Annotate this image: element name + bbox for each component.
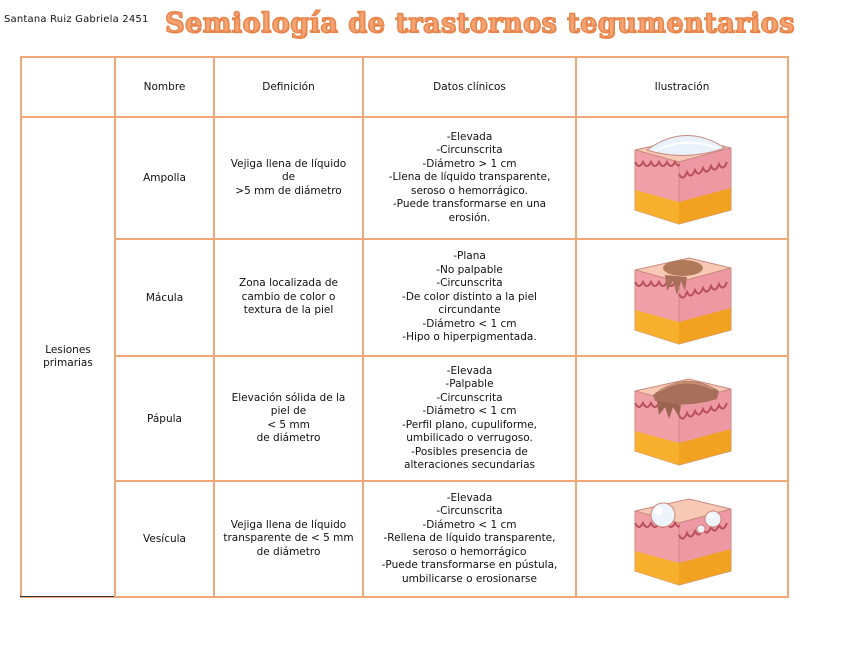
clinical-line: -De color distinto a la piel xyxy=(402,290,537,303)
definition-cell xyxy=(214,239,363,356)
clinical-cell xyxy=(363,356,576,481)
clinical-line: -Elevada xyxy=(446,130,493,143)
blister-skin-icon xyxy=(627,128,737,228)
clinical-line: -Elevada xyxy=(446,491,493,504)
definition-line: >5 mm de diámetro xyxy=(235,184,342,197)
header-nombre: Nombre xyxy=(115,57,214,117)
clinical-line: -Circunscrita xyxy=(436,144,503,157)
definition-line: textura de la piel xyxy=(243,304,334,317)
definition-line: < 5 mm xyxy=(267,418,310,431)
clinical-line: alteraciones secundarias xyxy=(404,459,535,471)
clinical-line: -Hipo o hiperpigmentada. xyxy=(402,331,537,344)
clinical-line: -Plana xyxy=(453,250,486,263)
clinical-line: seroso o hemorrágico. xyxy=(410,184,529,197)
name-cell: Vesícula xyxy=(115,481,214,597)
clinical-cell xyxy=(363,239,576,356)
clinical-line: circundante xyxy=(438,304,501,317)
clinical-line: erosión. xyxy=(448,211,491,224)
clinical-line: -Circunscrita xyxy=(436,391,503,404)
clinical-line: -Circunscrita xyxy=(436,505,503,518)
clinical-cell xyxy=(363,117,576,239)
definition-cell xyxy=(214,481,363,597)
page-title: Semiología de trastornos tegumentarios xyxy=(165,8,795,39)
definition-line: Zona localizada de xyxy=(239,277,338,290)
definition-line: Elevación sólida de la xyxy=(231,391,346,404)
illustration-cell xyxy=(576,481,788,597)
header-ilustracion: Ilustración xyxy=(576,57,788,117)
illustration-cell xyxy=(576,117,788,239)
definition-line: transparente de < 5 mm xyxy=(223,532,354,545)
clinical-line: -Elevada xyxy=(446,364,493,377)
papule-skin-icon xyxy=(627,369,737,469)
vesicle-skin-icon xyxy=(627,489,737,589)
name-cell: Ampolla xyxy=(115,117,214,239)
definition-line: piel de xyxy=(270,405,307,417)
clinical-line: -Llena de líquido transparente, xyxy=(388,171,551,184)
clinical-line: -Diámetro < 1 cm xyxy=(422,518,517,531)
definition-line: de diámetro xyxy=(256,545,321,558)
clinical-line: -Rellena de líquido transparente, xyxy=(383,532,556,545)
definition-line: de diámetro xyxy=(256,432,321,444)
table-row-ampolla xyxy=(21,117,788,239)
category-cell xyxy=(21,117,115,597)
header-row xyxy=(21,57,788,117)
table-row-vesicula xyxy=(21,481,788,597)
category-divider xyxy=(20,596,114,597)
clinical-line: -Circunscrita xyxy=(436,277,503,290)
name-cell: Mácula xyxy=(115,239,214,356)
macule-skin-icon xyxy=(627,248,737,348)
clinical-line: -Palpable xyxy=(445,378,494,390)
clinical-line: seroso o hemorrágico xyxy=(412,545,527,558)
definition-line: Vejiga llena de líquido xyxy=(230,157,347,170)
category-label: Lesiones primarias xyxy=(43,344,93,369)
clinical-line: umbilicado o verrugoso. xyxy=(406,432,533,444)
header-definicion: Definición xyxy=(214,57,363,117)
clinical-line: -No palpable xyxy=(436,263,503,276)
clinical-line: -Puede transformarse en una xyxy=(392,198,547,211)
illustration-cell xyxy=(576,356,788,481)
clinical-line: -Perfil plano, cupuliforme, xyxy=(401,418,538,431)
clinical-line: -Diámetro < 1 cm xyxy=(422,317,517,330)
clinical-cell xyxy=(363,481,576,597)
definition-line: de xyxy=(281,171,296,184)
header-datos: Datos clínicos xyxy=(363,57,576,117)
clinical-line: -Puede transformarse en pústula, xyxy=(381,559,558,572)
clinical-line: umbilicarse o erosionarse xyxy=(402,572,537,585)
header-corner xyxy=(21,57,115,117)
clinical-line: -Diámetro > 1 cm xyxy=(422,157,517,170)
illustration-cell xyxy=(576,239,788,356)
table-row-papula xyxy=(21,356,788,481)
lesions-table xyxy=(20,56,789,598)
clinical-line: -Diámetro < 1 cm xyxy=(422,405,517,417)
definition-cell xyxy=(214,117,363,239)
clinical-line: -Posibles presencia de xyxy=(411,445,528,458)
definition-cell xyxy=(214,356,363,481)
name-cell: Pápula xyxy=(115,356,214,481)
author-label: Santana Ruiz Gabriela 2451 xyxy=(4,14,149,25)
definition-line: Vejiga llena de líquido xyxy=(230,518,347,531)
table-row-macula xyxy=(21,239,788,356)
definition-line: cambio de color o xyxy=(241,290,336,303)
